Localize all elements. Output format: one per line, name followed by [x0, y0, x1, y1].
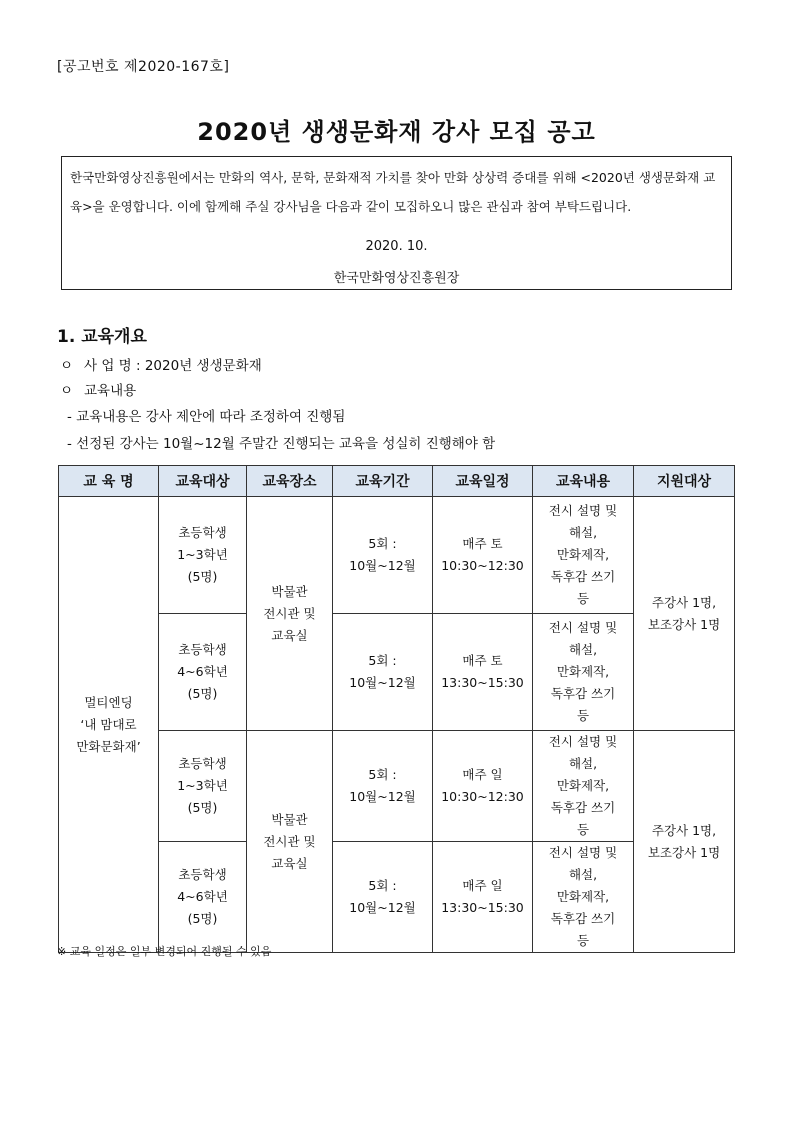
education-table	[58, 465, 735, 953]
project-name-text: 사 업 명 : 2020년 생생문화재	[84, 358, 262, 374]
intro-organization: 한국만화영상진흥원장	[333, 271, 460, 286]
content-cell: 전시 설명 및 해설, 만화제작, 독후감 쓰기 등	[533, 614, 634, 731]
schedule-cell: 매주 토 13:30~15:30	[433, 614, 533, 731]
dash-item-2: - 선정된 강사는 10월~12월 주말간 진행되는 교육을 성실히 진행해야 함	[67, 436, 496, 452]
bullet-symbol: ㅇ	[60, 383, 74, 399]
intro-text: 한국만화영상진흥원에서는 만화의 역사, 문학, 문화재적 가치를 찾아 만화 상상력 증대를 위해 <2020년 생생문화재 교육>을 운영합니다. 이에 함께해 주실 강사님을 다음과 같이 모집하오니 많은 관심과 참여 부탁드립니다.	[70, 170, 716, 214]
target-cell: 초등학생 1~3학년 (5명)	[159, 497, 247, 614]
table-row	[59, 497, 735, 614]
schedule-cell: 매주 일 10:30~12:30	[433, 731, 533, 842]
table-row	[59, 731, 735, 842]
edu-content-label: 교육내용	[84, 383, 137, 399]
header-schedule: 교육일정	[433, 466, 533, 497]
support-cell: 주강사 1명, 보조강사 1명	[634, 497, 735, 731]
bullet-project-name	[60, 354, 262, 374]
table-row	[59, 842, 735, 953]
period-cell: 5회 : 10월~12월	[333, 614, 433, 731]
content-cell: 전시 설명 및 해설, 만화제작, 독후감 쓰기 등	[533, 842, 634, 953]
place-cell: 박물관 전시관 및 교육실	[247, 731, 333, 953]
content-cell: 전시 설명 및 해설, 만화제작, 독후감 쓰기 등	[533, 731, 634, 842]
period-cell: 5회 : 10월~12월	[333, 497, 433, 614]
intro-box	[61, 156, 732, 290]
support-cell: 주강사 1명, 보조강사 1명	[634, 731, 735, 953]
header-period: 교육기간	[333, 466, 433, 497]
page-title: 2020년 생생문화재 강사 모집 공고	[197, 118, 596, 146]
target-cell: 초등학생 4~6학년 (5명)	[159, 614, 247, 731]
footnote: ※ 교육 일정은 일부 변경되어 진행될 수 있음	[57, 945, 272, 958]
table-header-row	[59, 466, 735, 497]
notice-number: [공고번호 제2020-167호]	[57, 59, 230, 75]
header-support: 지원대상	[634, 466, 735, 497]
target-cell: 초등학생 4~6학년 (5명)	[159, 842, 247, 953]
period-cell: 5회 : 10월~12월	[333, 731, 433, 842]
header-program: 교 육 명	[59, 466, 159, 497]
header-place: 교육장소	[247, 466, 333, 497]
schedule-cell: 매주 토 10:30~12:30	[433, 497, 533, 614]
place-cell: 박물관 전시관 및 교육실	[247, 497, 333, 731]
schedule-cell: 매주 일 13:30~15:30	[433, 842, 533, 953]
header-content: 교육내용	[533, 466, 634, 497]
program-name-cell: 멀티엔딩 ‘내 맘대로 만화문화재’	[59, 497, 159, 953]
section-heading: 1. 교육개요	[57, 327, 147, 347]
bullet-edu-content	[60, 379, 136, 399]
dash-item-1: - 교육내용은 강사 제안에 따라 조정하여 진행됨	[67, 409, 346, 425]
intro-date: 2020. 10.	[365, 239, 428, 254]
period-cell: 5회 : 10월~12월	[333, 842, 433, 953]
table-row	[59, 614, 735, 731]
bullet-symbol: ㅇ	[60, 358, 74, 374]
header-target: 교육대상	[159, 466, 247, 497]
content-cell: 전시 설명 및 해설, 만화제작, 독후감 쓰기 등	[533, 497, 634, 614]
target-cell: 초등학생 1~3학년 (5명)	[159, 731, 247, 842]
